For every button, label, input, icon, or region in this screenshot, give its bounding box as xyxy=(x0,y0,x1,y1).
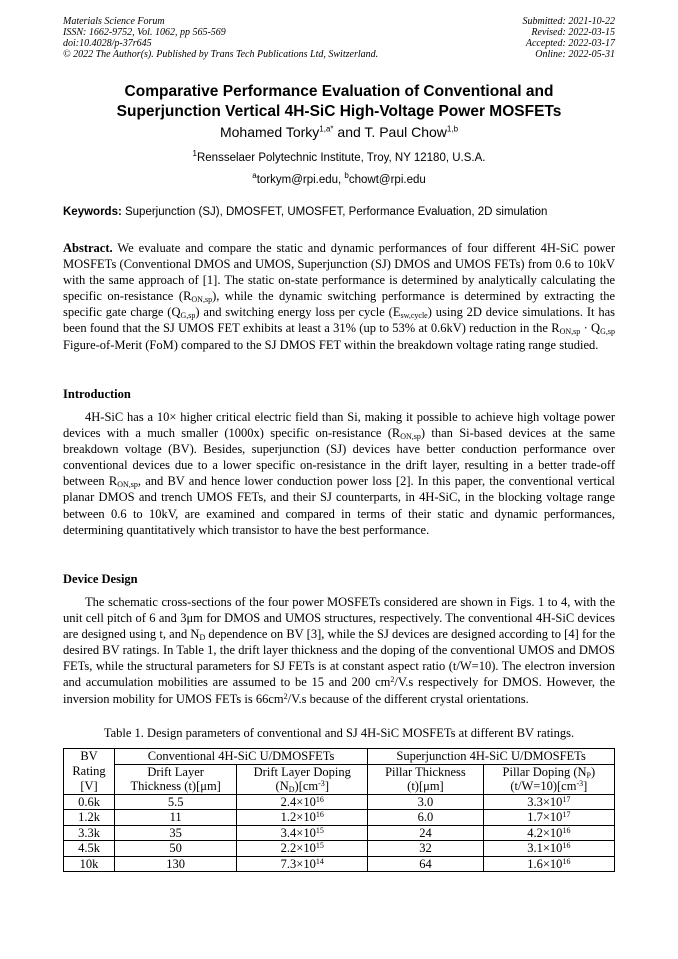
design-text: The schematic cross-sections of the four power MOSFETs considered are shown in Figs. 1 to 4, with the unit cell pitch of 6 and 3μm for DMOS and UMOS structures, respectively. The conventional 4H-SiC devices are designed using t, and N xyxy=(63,595,615,642)
intro-text: 4H-SiC has a 10× higher critical electric field than Si, making it possible to achieve high voltage power devices with a much smaller (1000x) specific on-resistance (R xyxy=(63,410,615,441)
online-date: Online: 2022-05-31 xyxy=(535,49,615,60)
header-text: )[cm xyxy=(294,779,319,793)
paper-title xyxy=(63,82,615,122)
header-left xyxy=(63,16,378,60)
issn: ISSN: 1662-9752, Vol. 1062, pp 565-569 xyxy=(63,27,226,38)
table-header-row xyxy=(64,764,615,779)
subscript: G,sp xyxy=(180,311,196,321)
header-pillar-thickness: Pillar Thickness xyxy=(368,764,483,779)
cell-mantissa: 2.2×10 xyxy=(280,841,316,855)
cell-pillar-thickness: 32 xyxy=(368,841,483,857)
cell-pillar-doping xyxy=(483,825,614,841)
design-parameters-table xyxy=(63,748,615,872)
abstract-text: · Q xyxy=(580,321,601,336)
table-body xyxy=(64,794,615,872)
abstract-text: ), while the dynamic switching performance is determined by extracting the specific gate charge (Q xyxy=(63,289,615,320)
design-text: /V.s respectively for DMOS. However, the inversion mobility for UMOS FETs is 66cm xyxy=(63,675,616,706)
header-pillar-thickness-unit: (t)[μm] xyxy=(368,779,483,794)
header-text: ] xyxy=(583,779,588,793)
table-caption: Table 1. Design parameters of conventional and SJ 4H-SiC MOSFETs at different BV ratings. xyxy=(103,726,575,740)
table-row xyxy=(64,825,615,841)
header-right xyxy=(523,16,616,60)
header-rating: Rating xyxy=(64,764,115,779)
cell-drift-thickness: 130 xyxy=(115,856,237,872)
cell-exponent: 16 xyxy=(562,856,571,866)
table-row xyxy=(64,841,615,857)
table-row xyxy=(64,810,615,826)
superscript: 2 xyxy=(390,675,395,685)
header-pillar-doping-unit xyxy=(483,779,614,794)
subscript: ON,sp xyxy=(559,327,581,337)
cell-pillar-doping xyxy=(483,856,614,872)
cell-drift-doping xyxy=(237,794,368,810)
header-conventional: Conventional 4H-SiC U/DMOSFETs xyxy=(115,749,368,765)
table-header-row xyxy=(64,779,615,794)
cell-mantissa: 4.2×10 xyxy=(527,825,563,840)
subscript: sw,cycle xyxy=(400,311,428,321)
abstract-text: ) using 2D device simulations. It has been found that the SJ UMOS FET exhibits at least a 31% (up to 53% at 0.6kV) reduction in the R xyxy=(63,305,615,336)
cell-bv: 3.3k xyxy=(64,825,115,841)
subscript: G,sp xyxy=(600,327,615,337)
subscript: D xyxy=(199,633,206,643)
header-drift-thickness-unit: Thickness (t)[μm] xyxy=(115,779,237,794)
cell-mantissa: 1.6×10 xyxy=(527,856,563,871)
revised-date: Revised: 2022-03-15 xyxy=(531,27,615,38)
cell-exponent: 15 xyxy=(315,825,324,835)
cell-drift-thickness: 5.5 xyxy=(115,794,237,810)
design-text: /V.s because of the different crystal orientations. xyxy=(287,691,529,706)
header-text: ] xyxy=(324,779,329,793)
header-text: (t/W=10)[cm xyxy=(510,779,577,793)
cell-mantissa: 1.7×10 xyxy=(527,810,563,824)
device-design-paragraph xyxy=(63,594,615,707)
subscript: ON,sp xyxy=(191,295,213,305)
author-emails xyxy=(63,171,615,186)
introduction-paragraph xyxy=(63,409,615,538)
intro-text: , and BV and hence lower conduction power loss [2]. In this paper, the conventional vertical planar DMOS and trench UMOS FETs, and their SJ counterparts, in 4H-SiC, in the blocking voltage range between 0.6 to 10kV, are examined and compared in terms of their static and dynamic performances, determining quantitatively which transistor to have the best performance. xyxy=(63,474,615,537)
cell-mantissa: 3.4×10 xyxy=(280,825,316,840)
header-text: (N xyxy=(275,779,289,793)
table-header-row xyxy=(64,749,615,765)
email-b[interactable]: chowt@rpi.edu xyxy=(348,173,426,186)
cell-exponent: 17 xyxy=(562,794,571,804)
cell-pillar-doping xyxy=(483,810,614,826)
subscript: P xyxy=(586,770,591,780)
design-text: dependence on BV [3], while the SJ devices are designed according to [4] for the desired BV ratings. In Table 1, the drift layer thickness and the doping of the conventional UMOS and DMOS FETs, while the structural parameters for SJ FETs is at constant aspect ratio (t/W=10). The electron inversion and accumulation mobilities are assumed to be 15 and 200 cm xyxy=(63,627,615,690)
title-line-1: Comparative Performance Evaluation of Conventional and xyxy=(124,83,554,100)
cell-bv: 10k xyxy=(64,856,115,872)
author-2-affil: 1,b xyxy=(446,124,459,134)
cell-bv: 1.2k xyxy=(64,810,115,826)
superscript: 2 xyxy=(283,691,288,701)
email-a[interactable]: torkym@rpi.edu, xyxy=(256,173,345,186)
cell-drift-doping xyxy=(237,856,368,872)
email-b-marker: b xyxy=(344,171,349,180)
intro-text: ) than Si-based devices at the same breakdown voltage (BV). Besides, superjunction (SJ) devices have better conduction performance over conventional devices due to a lower specific on-resistance in the drift layer, resulting in a better trade-off between R xyxy=(63,426,615,489)
cell-drift-thickness: 11 xyxy=(115,810,237,826)
keywords xyxy=(63,206,615,218)
cell-exponent: 16 xyxy=(315,794,324,804)
superscript: -3 xyxy=(576,779,584,788)
table-row xyxy=(64,794,615,810)
keywords-label: Keywords: xyxy=(63,206,122,218)
header-drift-doping: Drift Layer Doping xyxy=(237,764,368,779)
email-a-marker: a xyxy=(252,171,257,180)
subscript: D xyxy=(288,785,295,794)
abstract-text: ) and switching energy loss per cycle (E xyxy=(195,305,401,320)
cell-exponent: 14 xyxy=(315,856,324,866)
author-1-affil: 1,a* xyxy=(319,124,334,134)
cell-mantissa: 2.4×10 xyxy=(280,794,316,809)
header-pillar-doping xyxy=(483,764,614,779)
copyright: © 2022 The Author(s). Published by Trans Tech Publications Ltd, Switzerland. xyxy=(63,49,379,60)
doi[interactable]: doi:10.4028/p-37r645 xyxy=(63,38,152,49)
author-2: T. Paul Chow xyxy=(364,124,447,140)
abstract-text: We evaluate and compare the static and dynamic performances of four different 4H-SiC power MOSFETs (Conventional DMOS and UMOS, Superjunction (SJ) DMOS and UMOS FETs) from 0.6 to 10kV with the same approach of [1]. The static on-state performance is determined by analytically calculating the specific on-resistance (R xyxy=(63,241,615,304)
header-drift-thickness: Drift Layer xyxy=(115,764,237,779)
header-drift-doping-unit xyxy=(237,779,368,794)
header-text: Pillar Doping (N xyxy=(502,764,587,779)
cell-mantissa: 7.3×10 xyxy=(280,856,316,871)
cell-exponent: 16 xyxy=(562,825,571,835)
cell-pillar-thickness: 64 xyxy=(368,856,483,872)
abstract xyxy=(63,240,615,353)
abstract-label: Abstract. xyxy=(63,241,113,255)
cell-exponent: 15 xyxy=(315,841,324,850)
affiliation-marker: 1 xyxy=(192,149,197,158)
cell-mantissa: 3.3×10 xyxy=(527,794,563,809)
header-text: ) xyxy=(591,764,596,779)
affiliation xyxy=(63,149,615,164)
header-superjunction: Superjunction 4H-SiC U/DMOSFETs xyxy=(368,749,615,765)
cell-bv: 0.6k xyxy=(64,794,115,810)
cell-mantissa: 3.1×10 xyxy=(527,841,563,855)
cell-drift-doping xyxy=(237,825,368,841)
table-row xyxy=(64,856,615,872)
author-1: Mohamed Torky xyxy=(219,124,320,140)
cell-pillar-doping xyxy=(483,841,614,857)
subscript: ON,sp xyxy=(117,480,138,490)
cell-pillar-thickness: 6.0 xyxy=(368,810,483,826)
authors xyxy=(63,124,615,140)
cell-pillar-doping xyxy=(483,794,614,810)
submitted-date: Submitted: 2021-10-22 xyxy=(522,16,615,27)
header-bv: BV xyxy=(64,749,115,765)
cell-pillar-thickness: 3.0 xyxy=(368,794,483,810)
cell-pillar-thickness: 24 xyxy=(368,825,483,841)
device-design-heading: Device Design xyxy=(63,572,138,586)
keywords-text: Superjunction (SJ), DMOSFET, UMOSFET, Performance Evaluation, 2D simulation xyxy=(121,206,548,218)
cell-bv: 4.5k xyxy=(64,841,115,857)
cell-drift-thickness: 35 xyxy=(115,825,237,841)
introduction-heading: Introduction xyxy=(63,387,131,401)
subscript: ON,sp xyxy=(400,432,421,442)
superscript: -3 xyxy=(318,779,325,788)
cell-exponent: 17 xyxy=(562,810,571,819)
cell-exponent: 16 xyxy=(315,810,324,819)
cell-exponent: 16 xyxy=(562,841,571,850)
abstract-text: Figure-of-Merit (FoM) compared to the SJ DMOS FET within the breakdown voltage rating range studied. xyxy=(63,337,599,352)
cell-drift-thickness: 50 xyxy=(115,841,237,857)
title-line-2: Superjunction Vertical 4H-SiC High-Voltage Power MOSFETs xyxy=(116,103,562,120)
header-unit: [V] xyxy=(64,779,115,794)
cell-drift-doping xyxy=(237,810,368,826)
affiliation-text: Rensselaer Polytechnic Institute, Troy, NY 12180, U.S.A. xyxy=(196,151,486,164)
cell-mantissa: 1.2×10 xyxy=(280,810,316,824)
journal-name: Materials Science Forum xyxy=(63,16,165,27)
cell-drift-doping xyxy=(237,841,368,857)
accepted-date: Accepted: 2022-03-17 xyxy=(525,38,615,49)
author-and: and xyxy=(333,124,365,140)
